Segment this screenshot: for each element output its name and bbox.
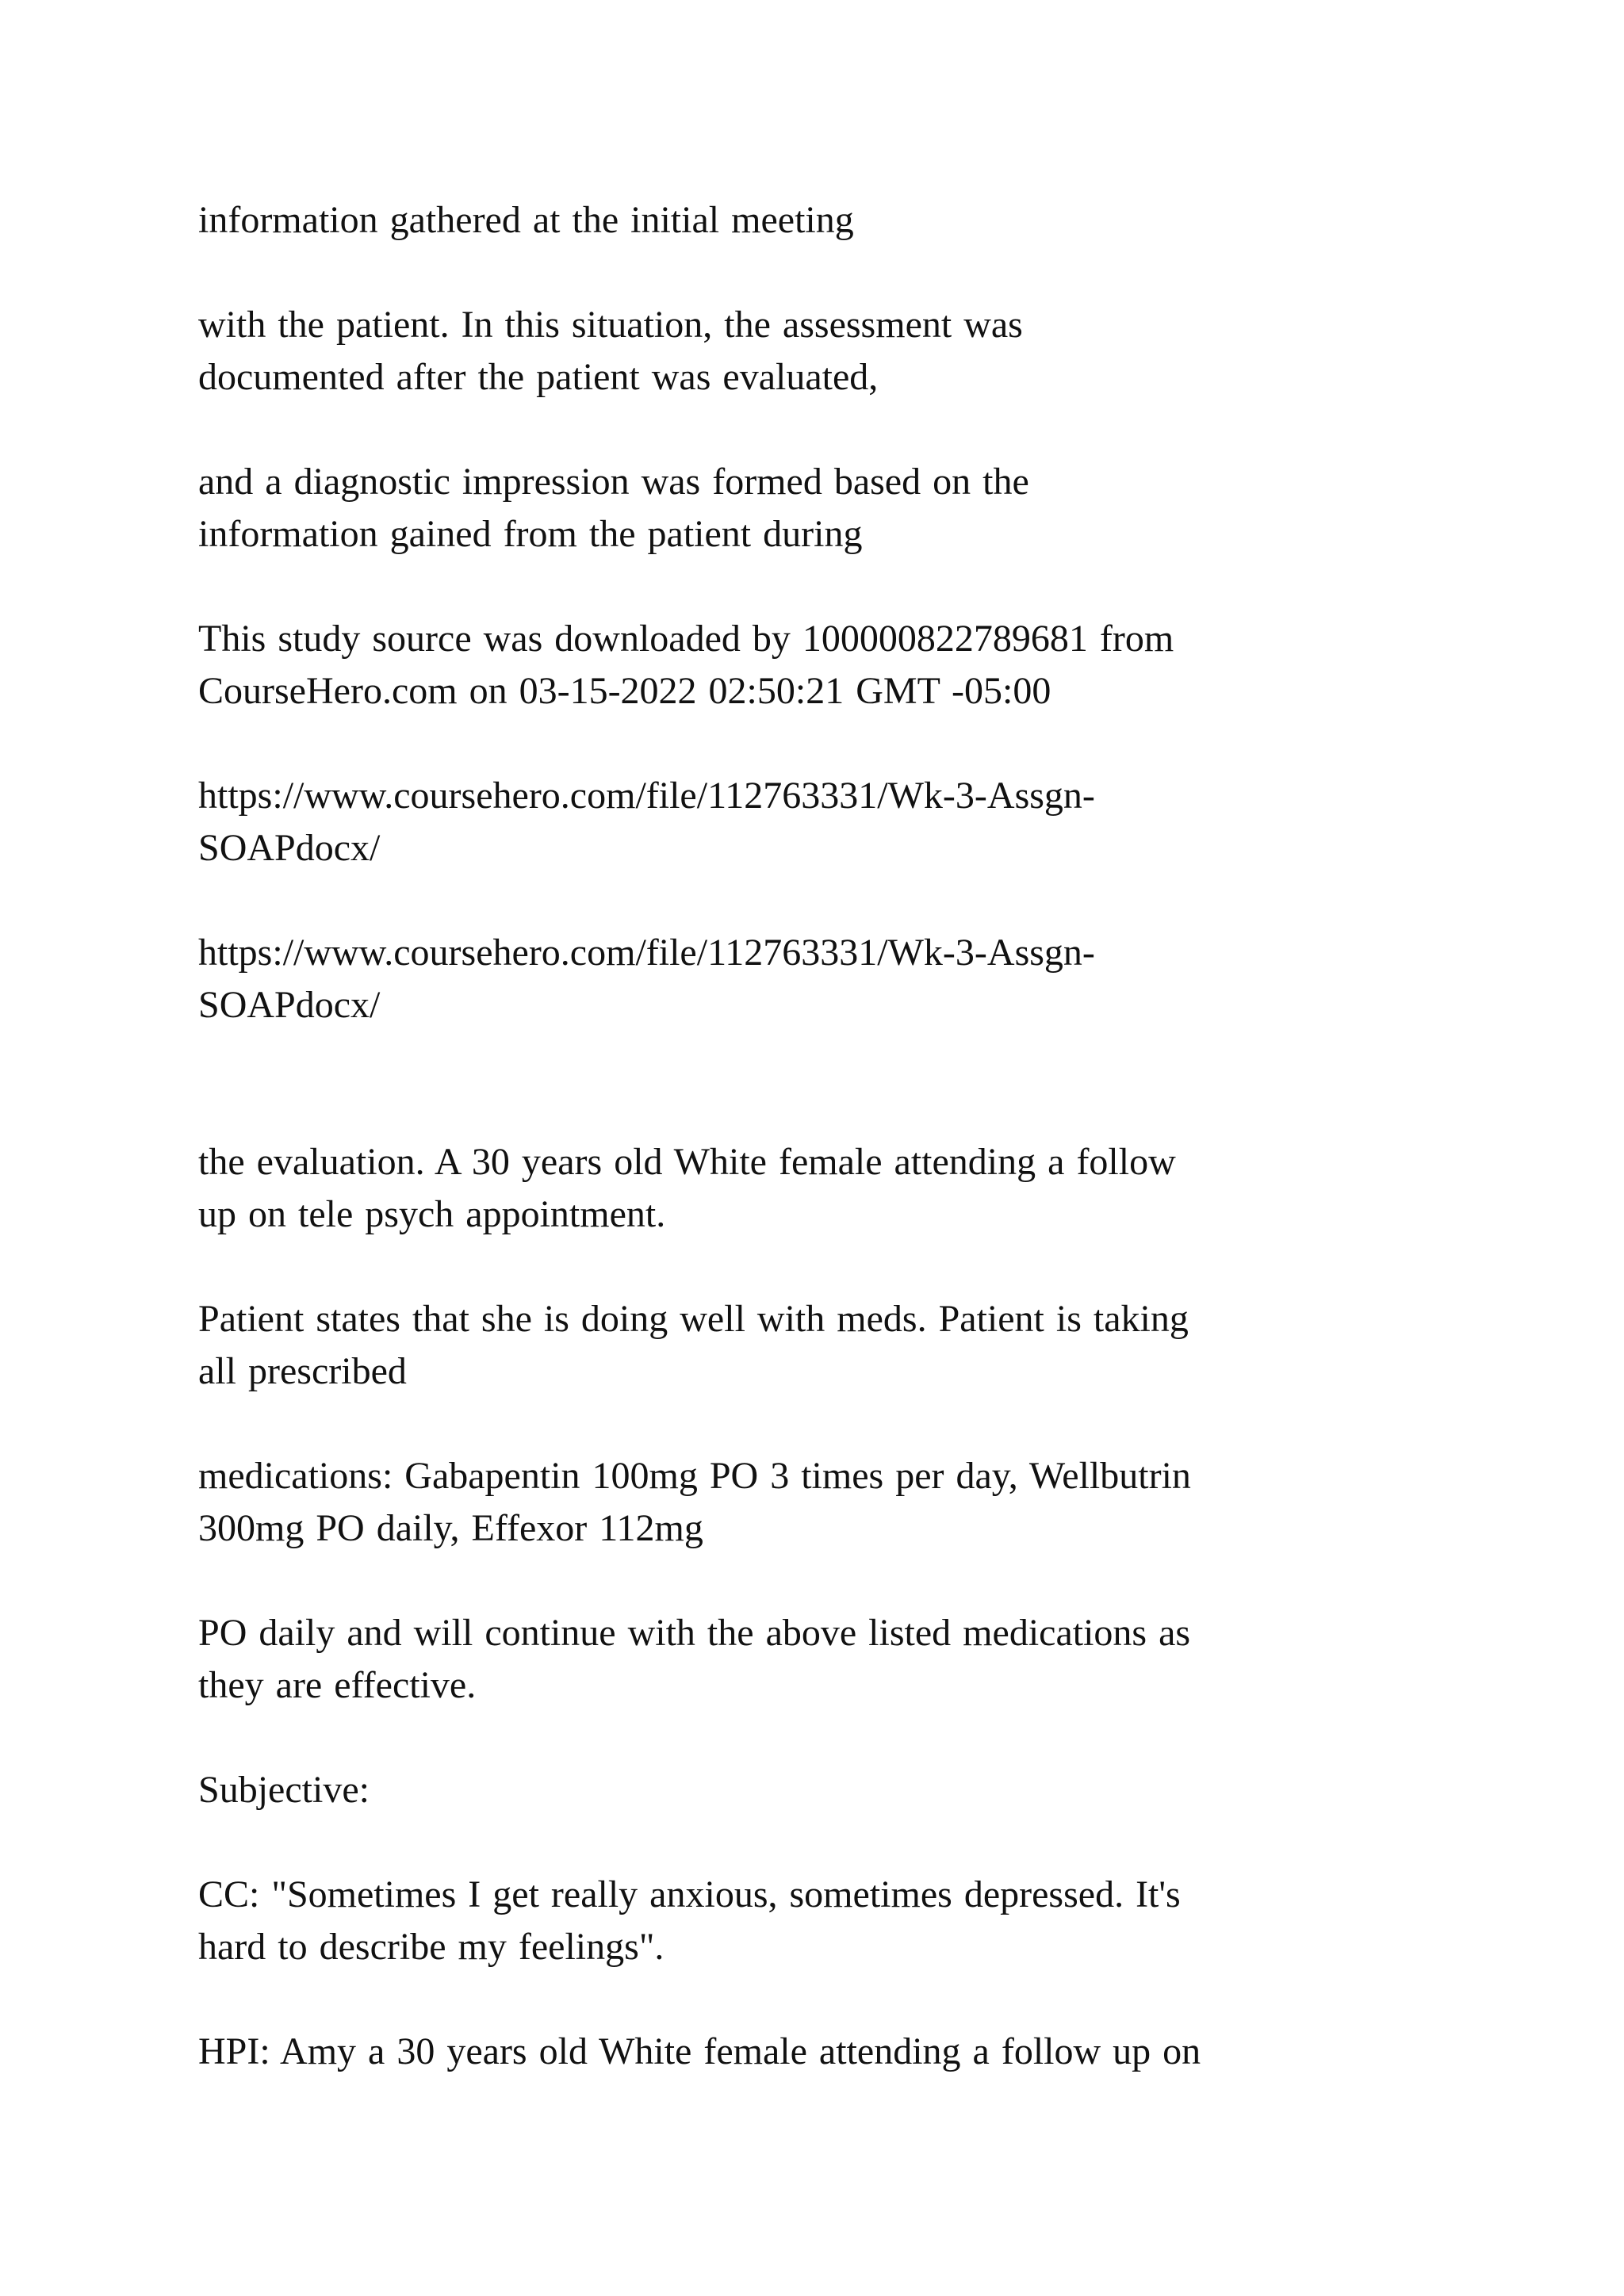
- source-url: SOAPdocx/: [198, 984, 381, 1026]
- text-line: CC: "Sometimes I get really anxious, sometimes depressed. It's: [198, 1873, 1181, 1915]
- text-line: the evaluation. A 30 years old White female attending a follow: [198, 1141, 1176, 1183]
- source-url: https://www.coursehero.com/file/112763331/Wk-3-Assgn-: [198, 775, 1095, 817]
- text-line: information gained from the patient during: [198, 513, 863, 555]
- text-line: and a diagnostic impression was formed based on the: [198, 461, 1029, 503]
- text-line: Patient states that she is doing well with meds. Patient is taking: [198, 1298, 1189, 1340]
- text-line: up on tele psych appointment.: [198, 1193, 666, 1235]
- source-url: https://www.coursehero.com/file/112763331/Wk-3-Assgn-: [198, 932, 1095, 974]
- text-line: all prescribed: [198, 1350, 407, 1392]
- text-line: 300mg PO daily, Effexor 112mg: [198, 1507, 703, 1549]
- text-line: information gathered at the initial meeting: [198, 199, 854, 241]
- text-line: with the patient. In this situation, the assessment was: [198, 304, 1023, 346]
- text-line: they are effective.: [198, 1664, 477, 1706]
- source-url: SOAPdocx/: [198, 827, 381, 869]
- text-line: PO daily and will continue with the above listed medications as: [198, 1612, 1191, 1654]
- download-notice: CourseHero.com on 03-15-2022 02:50:21 GMT -05:00: [198, 670, 1051, 712]
- section-heading: Subjective:: [198, 1769, 370, 1811]
- text-line: hard to describe my feelings".: [198, 1926, 665, 1968]
- text-line: medications: Gabapentin 100mg PO 3 times per day, Wellbutrin: [198, 1455, 1191, 1497]
- text-line: HPI: Amy a 30 years old White female attending a follow up on: [198, 2030, 1201, 2072]
- download-notice: This study source was downloaded by 100000822789681 from: [198, 618, 1174, 660]
- text-line: documented after the patient was evaluated,: [198, 356, 879, 398]
